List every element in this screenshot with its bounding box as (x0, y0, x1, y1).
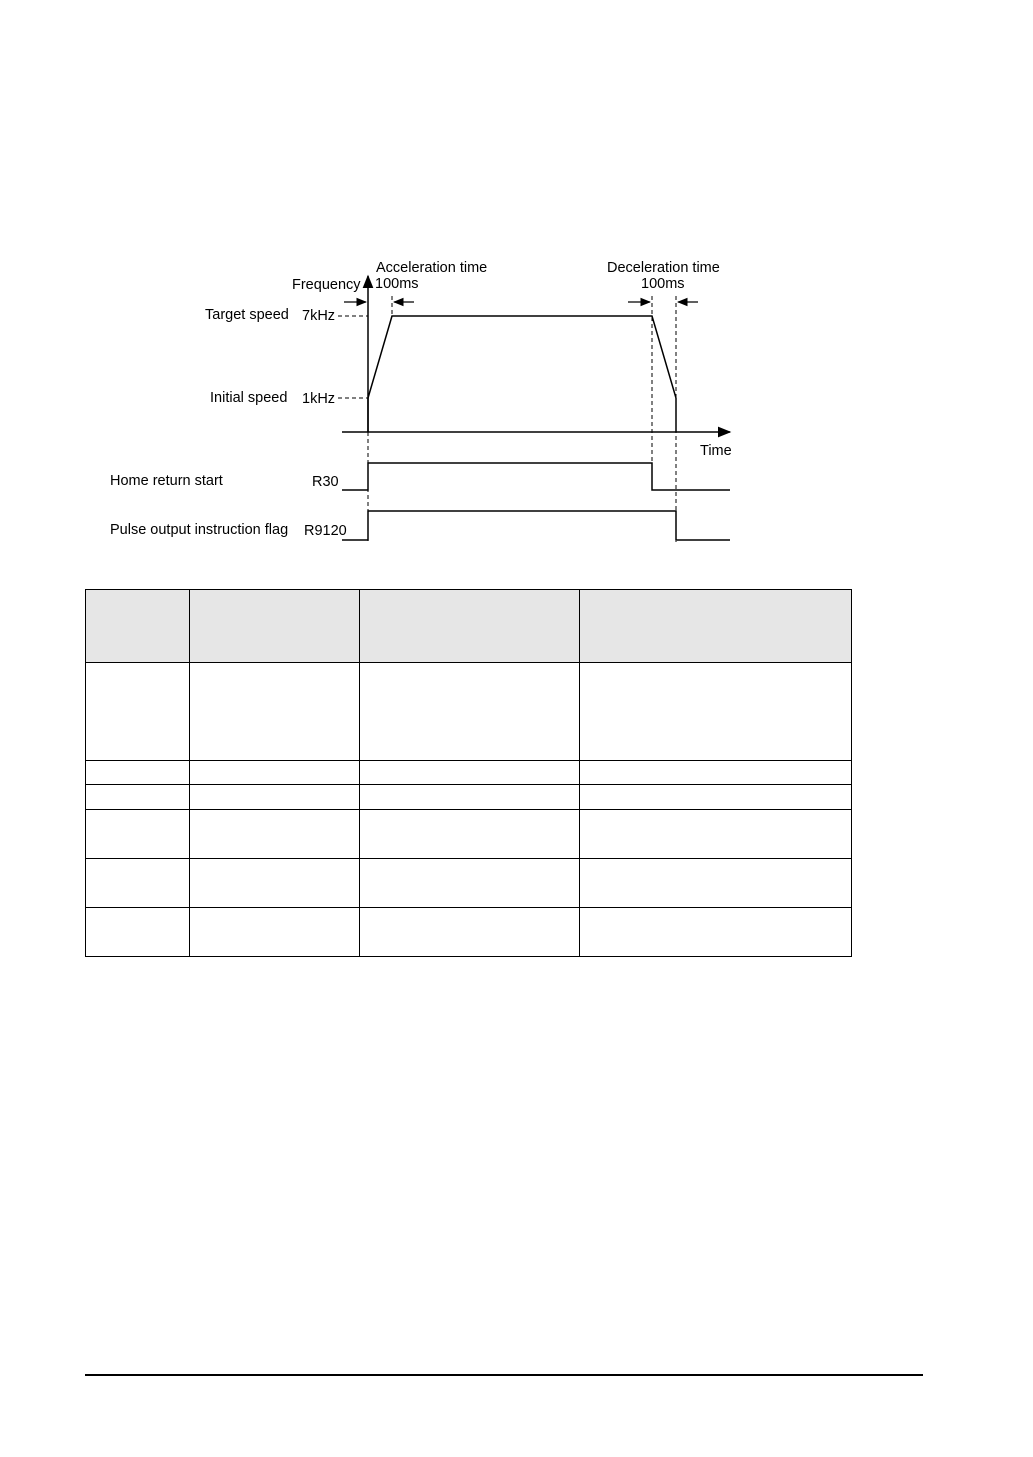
footer-divider (85, 1374, 923, 1376)
table-cell (190, 810, 360, 859)
table-cell (86, 908, 190, 957)
table-header-cell (86, 590, 190, 663)
table-cell (360, 859, 580, 908)
table-cell (86, 663, 190, 761)
table-cell (86, 810, 190, 859)
home-return-start-label: Home return start (110, 473, 223, 489)
initial-speed-value: 1kHz (302, 391, 336, 407)
target-speed-value: 7kHz (302, 308, 336, 324)
table-cell (580, 859, 852, 908)
pulse-output-flag-device: R9120 (304, 523, 347, 539)
timing-diagram (0, 0, 1033, 580)
home-return-start-waveform (342, 463, 730, 490)
frequency-axis-label: Frequency (292, 277, 361, 293)
pulse-output-flag-label: Pulse output instruction flag (110, 522, 289, 538)
acceleration-time-label: Acceleration time (376, 260, 488, 276)
table-cell (190, 859, 360, 908)
table-cell (360, 761, 580, 785)
table-header-cell (360, 590, 580, 663)
time-axis-label: Time (700, 443, 732, 459)
table-cell (190, 785, 360, 810)
table-row (86, 810, 852, 859)
table-cell (86, 785, 190, 810)
table-row (86, 859, 852, 908)
table-cell (580, 785, 852, 810)
table-cell (360, 908, 580, 957)
table-cell (86, 859, 190, 908)
table-cell (190, 761, 360, 785)
home-return-start-device: R30 (312, 474, 339, 490)
table-cell (86, 761, 190, 785)
table-row (86, 785, 852, 810)
pulse-output-flag-waveform (342, 511, 730, 540)
table-cell (190, 663, 360, 761)
specification-table (85, 589, 852, 957)
table-row (86, 761, 852, 785)
table-cell (360, 663, 580, 761)
table-cell (580, 663, 852, 761)
table-cell (580, 810, 852, 859)
speed-profile-line (368, 316, 676, 398)
deceleration-time-value: 100ms (641, 276, 685, 292)
table-header-row (86, 590, 852, 663)
table-header-cell (580, 590, 852, 663)
initial-speed-label: Initial speed (210, 390, 288, 406)
table-cell (360, 810, 580, 859)
acceleration-time-value: 100ms (375, 276, 419, 292)
table-cell (360, 785, 580, 810)
table-header-cell (190, 590, 360, 663)
table-cell (580, 908, 852, 957)
table-row (86, 663, 852, 761)
table-row (86, 908, 852, 957)
table-cell (190, 908, 360, 957)
target-speed-label: Target speed (205, 307, 289, 323)
deceleration-time-label: Deceleration time (607, 260, 720, 276)
table-cell (580, 761, 852, 785)
